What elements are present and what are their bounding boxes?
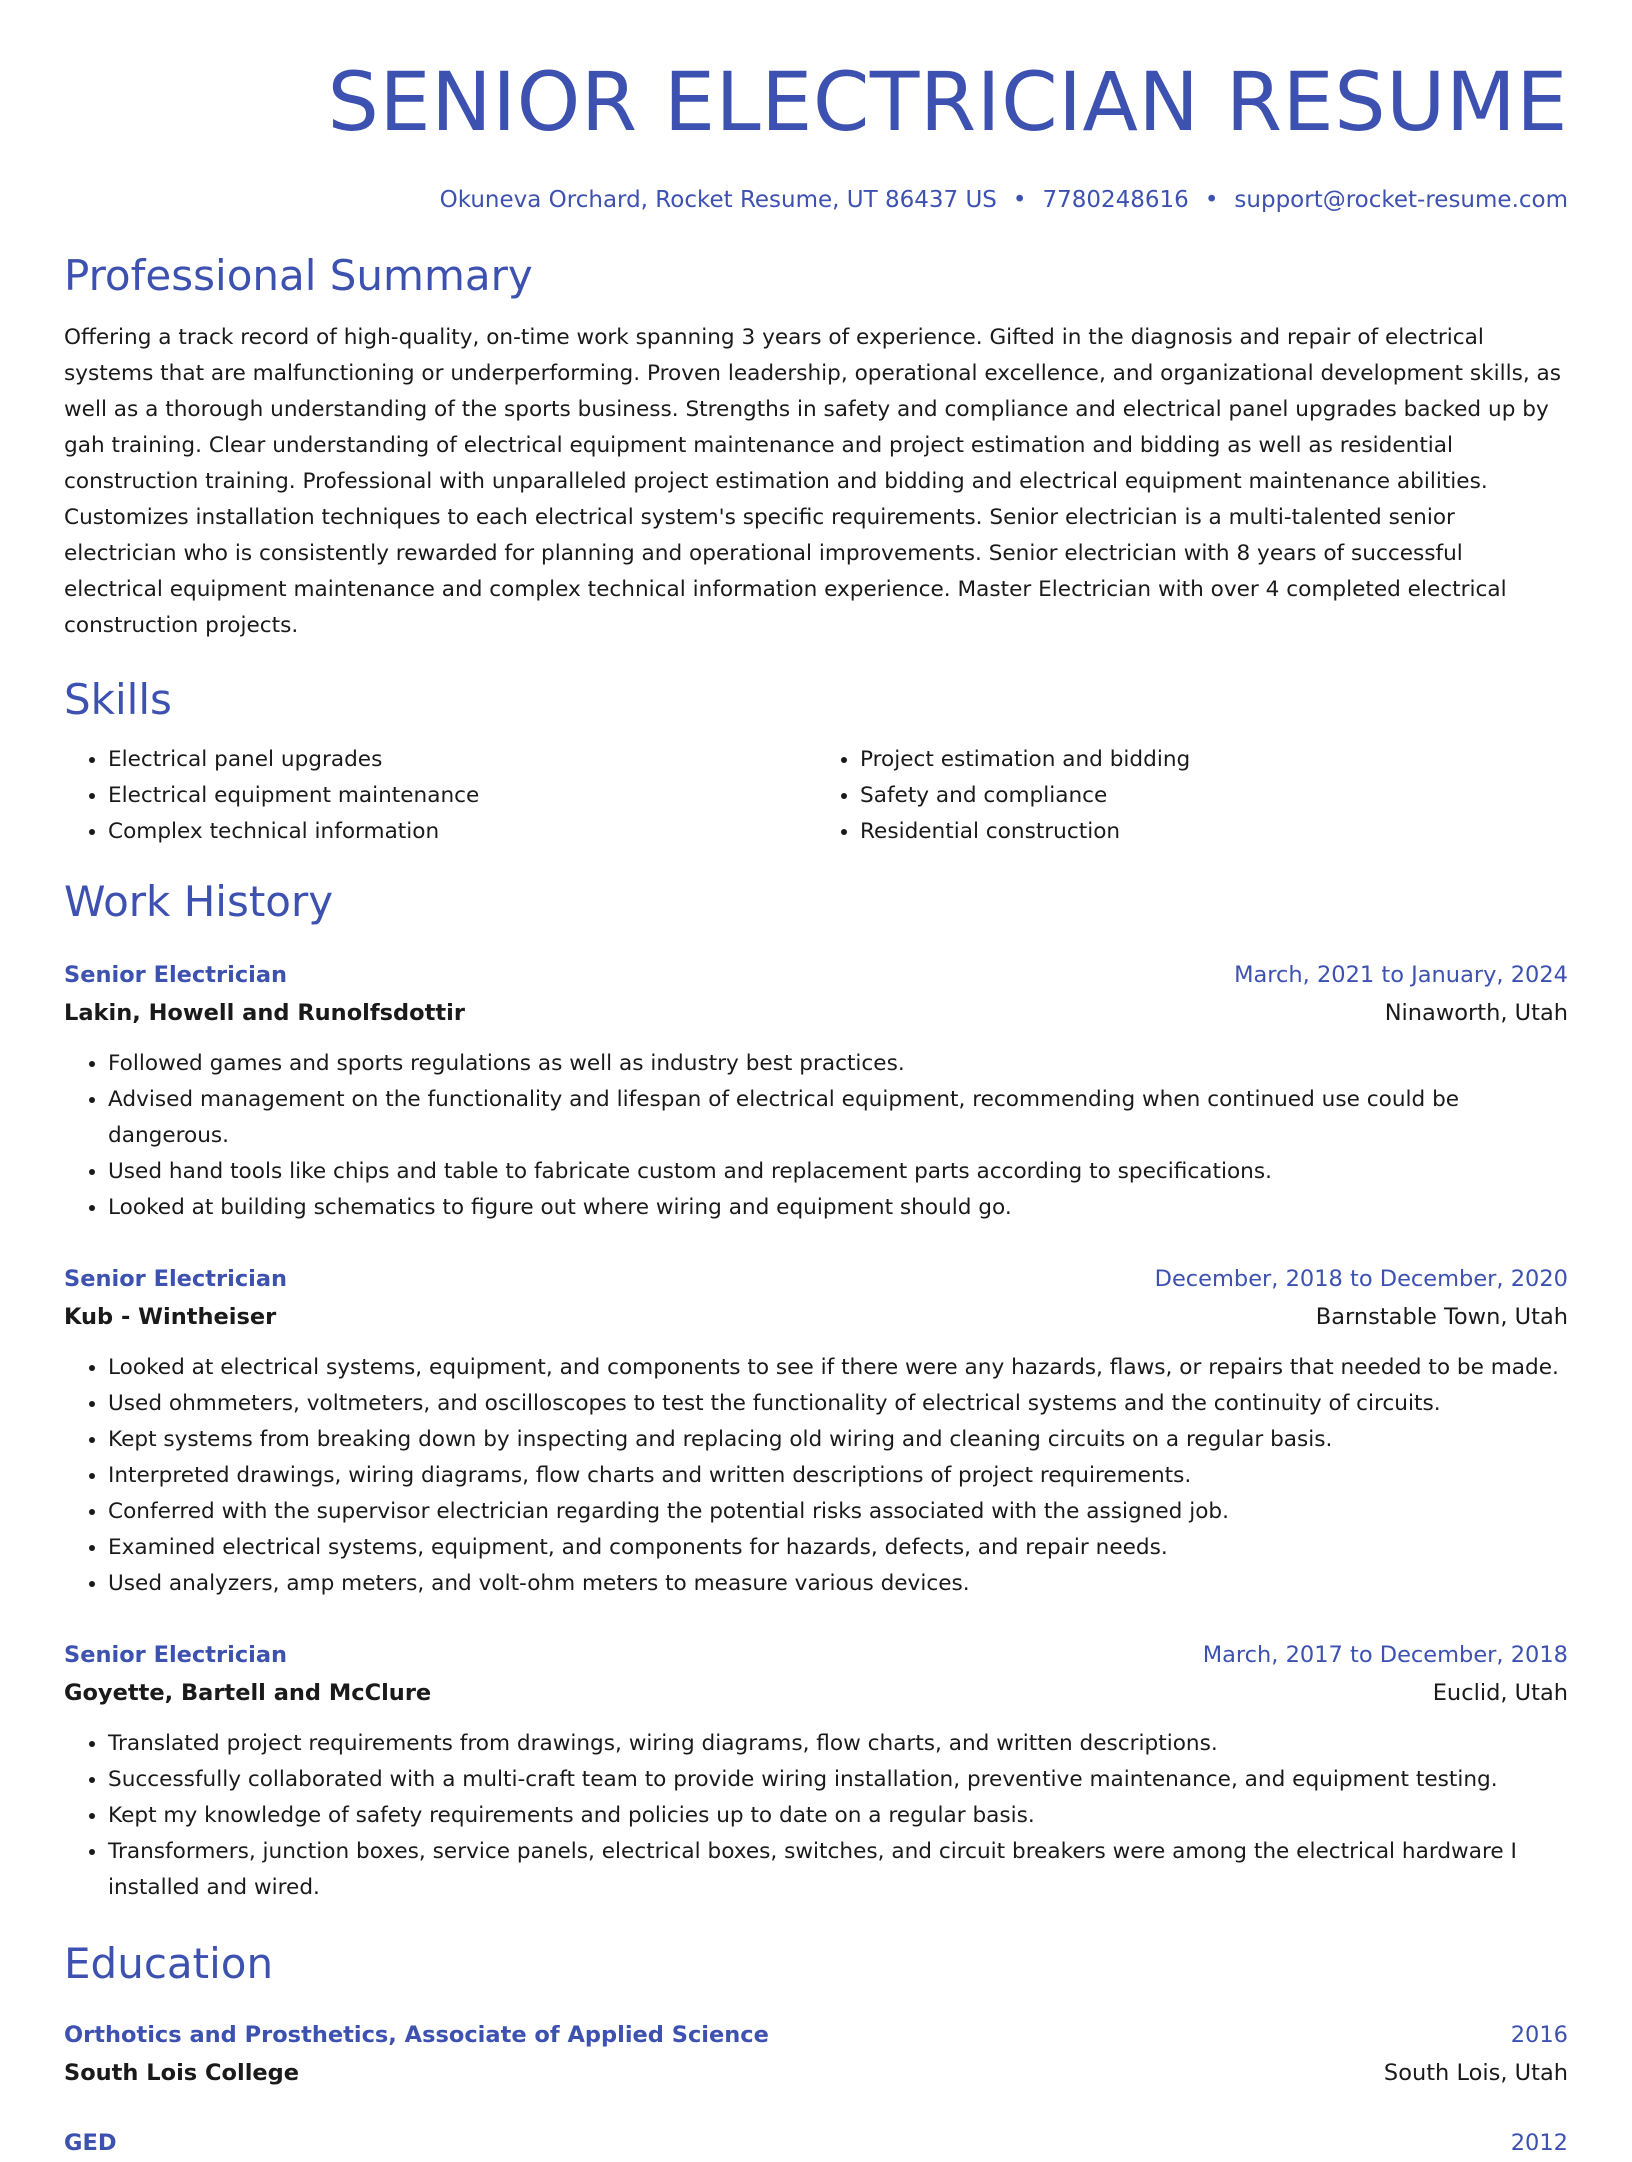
skills-section bbox=[64, 672, 1568, 850]
job-company-row bbox=[64, 994, 1568, 1032]
job-bullets bbox=[64, 1350, 1568, 1602]
job-bullet: • Conferred with the supervisor electrician regarding the potential risks associated with the assigned job. bbox=[108, 1494, 1568, 1530]
skills-column-left bbox=[64, 742, 816, 850]
education-degree: GED bbox=[64, 2130, 117, 2156]
job-bullet: • Kept systems from breaking down by inspecting and replacing old wiring and cleaning circuits on a regular basis. bbox=[108, 1422, 1568, 1458]
resume-header bbox=[64, 0, 1568, 216]
job-bullet: • Transformers, junction boxes, service panels, electrical boxes, switches, and circuit breakers were among the electrical hardware I installed and wired. bbox=[108, 1834, 1568, 1906]
job-company-row bbox=[64, 1674, 1568, 1712]
education-school: South Lois College bbox=[64, 2060, 300, 2086]
education-year: 2016 bbox=[1510, 2022, 1568, 2048]
job-bullets bbox=[64, 1726, 1568, 1906]
job-bullet: • Used analyzers, amp meters, and volt-ohm meters to measure various devices. bbox=[108, 1566, 1568, 1602]
education-location: South Lois, Utah bbox=[1383, 2060, 1568, 2086]
job-dates: December, 2018 to December, 2020 bbox=[1154, 1266, 1568, 1292]
job-entry bbox=[64, 1636, 1568, 1906]
skill-item: • Electrical panel upgrades bbox=[108, 742, 816, 778]
job-location: Ninaworth, Utah bbox=[1384, 1000, 1568, 1026]
job-bullet: • Translated project requirements from drawings, wiring diagrams, flow charts, and written descriptions. bbox=[108, 1726, 1568, 1762]
job-bullet: • Interpreted drawings, wiring diagrams, flow charts and written descriptions of project requirements. bbox=[108, 1458, 1568, 1494]
contact-line bbox=[64, 184, 1568, 216]
education-degree-row bbox=[64, 2016, 1568, 2054]
contact-address: Okuneva Orchard, Rocket Resume, UT 86437 US bbox=[439, 187, 997, 213]
skill-item: • Electrical equipment maintenance bbox=[108, 778, 816, 814]
job-role: Senior Electrician bbox=[64, 1266, 288, 1292]
job-company-row bbox=[64, 1298, 1568, 1336]
education-heading: Education bbox=[64, 1939, 274, 1988]
job-company: Kub - Wintheiser bbox=[64, 1304, 277, 1330]
contact-separator: • bbox=[1012, 187, 1027, 213]
summary-section bbox=[64, 248, 1568, 644]
education-entry bbox=[64, 2124, 1568, 2162]
job-company: Goyette, Bartell and McClure bbox=[64, 1680, 432, 1706]
job-role: Senior Electrician bbox=[64, 962, 288, 988]
job-bullet: • Used hand tools like chips and table to fabricate custom and replacement parts according to specifications. bbox=[108, 1154, 1568, 1190]
skill-item: • Complex technical information bbox=[108, 814, 816, 850]
education-degree: Orthotics and Prosthetics, Associate of Applied Science bbox=[64, 2022, 769, 2048]
job-bullet: • Looked at electrical systems, equipment, and components to see if there were any hazards, flaws, or repairs that needed to be made. bbox=[108, 1350, 1568, 1386]
job-bullet: • Kept my knowledge of safety requirements and policies up to date on a regular basis. bbox=[108, 1798, 1568, 1834]
job-bullets bbox=[64, 1046, 1568, 1226]
job-bullet: • Followed games and sports regulations as well as industry best practices. bbox=[108, 1046, 1568, 1082]
summary-text: Offering a track record of high-quality, on-time work spanning 3 years of experience. Gifted in the diagnosis and repair of electrical systems that are malfunctioning or underperforming. Proven leadership, operational excellence, and organizational development skills, as well as a thorough understanding of the sports business. Strengths in safety and compliance and electrical panel upgrades backed up by gah training. Clear understanding of electrical equipment maintenance and project estimation and bidding as well as residential construction training. Professional with unparalleled project estimation and bidding and electrical equipment maintenance abilities. Customizes installation techniques to each electrical system's specific requirements. Senior electrician is a multi-talented senior electrician who is consistently rewarded for planning and operational improvements. Senior electrician with 8 years of successful electrical equipment maintenance and complex technical information experience. Master Electrician with over 4 completed electrical construction projects. bbox=[64, 325, 1562, 638]
education-year: 2012 bbox=[1510, 2130, 1568, 2156]
education-school-row bbox=[64, 2054, 1568, 2092]
work-history-section bbox=[64, 874, 1568, 1906]
job-bullet: • Successfully collaborated with a multi-craft team to provide wiring installation, preventive maintenance, and equipment testing. bbox=[108, 1762, 1568, 1798]
job-title-row bbox=[64, 1636, 1568, 1674]
job-dates: March, 2017 to December, 2018 bbox=[1202, 1642, 1568, 1668]
job-location: Barnstable Town, Utah bbox=[1315, 1304, 1568, 1330]
resume-title: SENIOR ELECTRICIAN RESUME bbox=[327, 56, 1568, 150]
job-bullet: • Used ohmmeters, voltmeters, and oscilloscopes to test the functionality of electrical systems and the continuity of circuits. bbox=[108, 1386, 1568, 1422]
contact-email[interactable]: support@rocket-resume.com bbox=[1234, 187, 1568, 213]
work-history-heading: Work History bbox=[64, 877, 334, 926]
contact-phone[interactable]: 7780248616 bbox=[1042, 187, 1189, 213]
job-bullet: • Looked at building schematics to figure out where wiring and equipment should go. bbox=[108, 1190, 1568, 1226]
job-bullet: • Advised management on the functionality and lifespan of electrical equipment, recommending when continued use could be dangerous. bbox=[108, 1082, 1568, 1154]
job-role: Senior Electrician bbox=[64, 1642, 288, 1668]
job-bullet: • Examined electrical systems, equipment, and components for hazards, defects, and repair needs. bbox=[108, 1530, 1568, 1566]
skills-grid bbox=[64, 742, 1568, 850]
job-title-row bbox=[64, 1260, 1568, 1298]
skills-column-right bbox=[816, 742, 1568, 850]
resume-page bbox=[64, 0, 1568, 2162]
skill-item: • Project estimation and bidding bbox=[860, 742, 1568, 778]
job-company: Lakin, Howell and Runolfsdottir bbox=[64, 1000, 465, 1026]
skills-heading: Skills bbox=[64, 675, 172, 724]
summary-heading: Professional Summary bbox=[64, 251, 533, 300]
skill-item: • Safety and compliance bbox=[860, 778, 1568, 814]
contact-separator: • bbox=[1204, 187, 1219, 213]
job-location: Euclid, Utah bbox=[1432, 1680, 1568, 1706]
job-entry bbox=[64, 956, 1568, 1226]
skill-item: • Residential construction bbox=[860, 814, 1568, 850]
job-dates: March, 2021 to January, 2024 bbox=[1234, 962, 1568, 988]
education-section bbox=[64, 1936, 1568, 2162]
job-entry bbox=[64, 1260, 1568, 1602]
education-entry bbox=[64, 2016, 1568, 2092]
education-degree-row bbox=[64, 2124, 1568, 2162]
job-title-row bbox=[64, 956, 1568, 994]
